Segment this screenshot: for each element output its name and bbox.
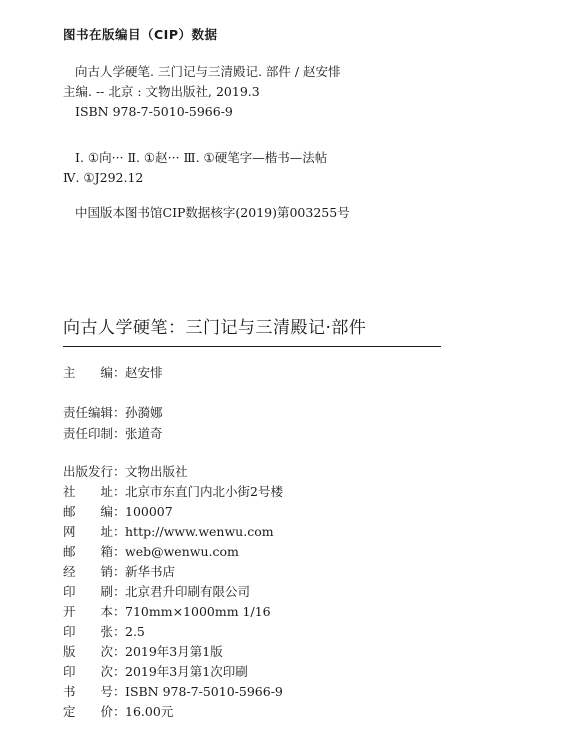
pub-row-publisher [63, 462, 188, 481]
book-title: 向古人学硬笔：三门记与三清殿记·部件 [63, 318, 367, 338]
pub-label: 社 址： [63, 484, 126, 499]
credit-label: 责任编辑： [63, 405, 126, 420]
pub-value: 100007 [125, 504, 173, 519]
pub-label: 出版发行： [63, 464, 126, 479]
pub-row-email [63, 542, 239, 561]
pub-value: web@wenwu.com [125, 544, 239, 559]
pub-label: 印 次： [63, 664, 126, 679]
pub-label: 定 价： [63, 704, 126, 719]
pub-value: 北京市东直门内北小街2号楼 [125, 484, 283, 499]
pub-value: ISBN 978-7-5010-5966-9 [125, 684, 283, 699]
pub-value: 2.5 [125, 624, 145, 639]
pub-row-address [63, 482, 283, 501]
pub-label: 印 刷： [63, 584, 126, 599]
cip-subject-line-2: Ⅳ. ①J292.12 [63, 170, 144, 185]
pub-label: 印 张： [63, 624, 126, 639]
cip-number-line: 中国版本图书馆CIP数据核字(2019)第003255号 [75, 205, 350, 220]
pub-label: 开 本： [63, 604, 126, 619]
cip-number [63, 203, 350, 223]
pub-row-distributor [63, 562, 175, 581]
cip-record [63, 62, 341, 122]
pub-value: 文物出版社 [125, 464, 188, 479]
pub-row-isbn [63, 682, 283, 701]
pub-label: 邮 编： [63, 504, 126, 519]
credit-value: 孙漪娜 [125, 405, 163, 420]
credit-row-print-supervisor [63, 424, 163, 443]
pub-row-edition [63, 642, 223, 661]
pub-label: 网 址： [63, 524, 126, 539]
pub-row-sheets [63, 622, 145, 641]
credit-label: 责任印制： [63, 426, 126, 441]
pub-value: 2019年3月第1次印刷 [125, 664, 248, 679]
pub-row-printing [63, 662, 248, 681]
cip-heading: 图书在版编目（CIP）数据 [63, 27, 218, 42]
pub-row-postcode [63, 502, 173, 521]
credit-row-editor [63, 363, 163, 382]
pub-value: 北京君升印刷有限公司 [125, 584, 251, 599]
pub-row-website [63, 522, 274, 541]
pub-value: 2019年3月第1版 [125, 644, 223, 659]
pub-label: 版 次： [63, 644, 126, 659]
cip-subject-line-1: Ⅰ. ①向··· Ⅱ. ①赵··· Ⅲ. ①硬笔字—楷书—法帖 [75, 150, 328, 165]
credit-value: 赵安悱 [125, 365, 163, 380]
pub-value: 新华书店 [125, 564, 176, 579]
title-rule [63, 346, 441, 347]
cip-record-line-1: 向古人学硬笔. 三门记与三清殿记. 部件 / 赵安悱 [75, 64, 341, 79]
cip-record-line-2: 主编. -- 北京 : 文物出版社, 2019.3 [63, 84, 260, 99]
credit-label: 主 编： [63, 365, 126, 380]
pub-value: http://www.wenwu.com [125, 524, 274, 539]
pub-value: 16.00元 [125, 704, 174, 719]
pub-value: 710mm×1000mm 1/16 [125, 604, 271, 619]
credit-row-responsible-editor [63, 403, 163, 422]
cip-subject [63, 148, 327, 188]
pub-row-format [63, 602, 271, 621]
credit-value: 张道奇 [125, 426, 163, 441]
pub-label: 经 销： [63, 564, 126, 579]
pub-label: 书 号： [63, 684, 126, 699]
pub-label: 邮 箱： [63, 544, 126, 559]
cip-isbn-line: ISBN 978-7-5010-5966-9 [75, 104, 233, 119]
pub-row-printer [63, 582, 250, 601]
pub-row-price [63, 702, 173, 721]
